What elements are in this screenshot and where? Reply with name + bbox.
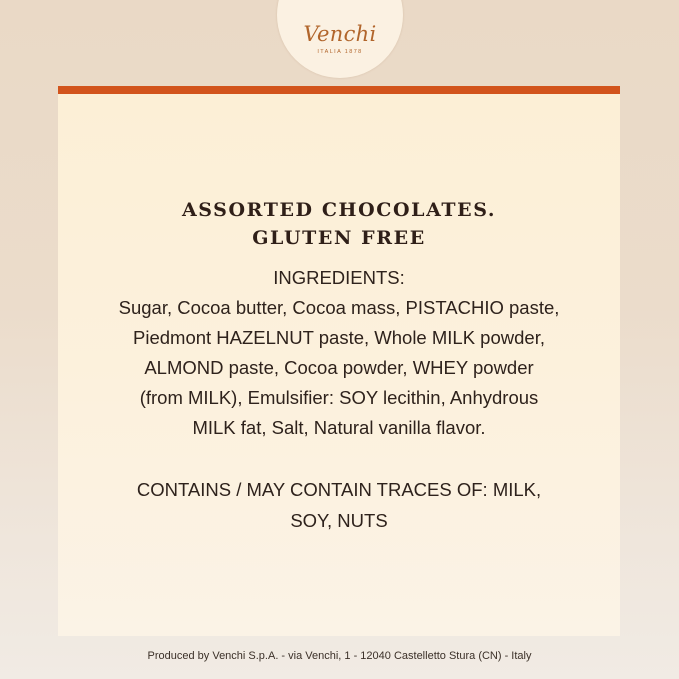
ingredients-line-2: Piedmont HAZELNUT paste, Whole MILK powder, bbox=[133, 327, 545, 348]
brand-logo-tagline: ITALIA 1878 bbox=[317, 49, 363, 55]
product-title-line-2: GLUTEN FREE bbox=[252, 227, 426, 249]
ingredients-line-5: MILK fat, Salt, Natural vanilla flavor. bbox=[192, 417, 486, 438]
product-title-line-1: ASSORTED CHOCOLATES. bbox=[181, 199, 497, 221]
ingredients-heading: INGREDIENTS: bbox=[273, 267, 405, 288]
producer-footer: Produced by Venchi S.p.A. - via Venchi, 1 - 12040 Castelletto Stura (CN) - Italy bbox=[147, 650, 532, 662]
ingredients-card bbox=[58, 86, 620, 636]
allergens-line-2: SOY, NUTS bbox=[290, 510, 388, 531]
ingredients-line-4: (from MILK), Emulsifier: SOY lecithin, Anhydrous bbox=[139, 387, 539, 408]
allergens-line-1: CONTAINS / MAY CONTAIN TRACES OF: MILK, bbox=[136, 479, 542, 500]
ingredients-line-3: ALMOND paste, Cocoa powder, WHEY powder bbox=[144, 357, 534, 378]
ingredients-line-1: Sugar, Cocoa butter, Cocoa mass, PISTACHIO paste, bbox=[118, 297, 560, 318]
brand-logo-wordmark: Venchi bbox=[303, 22, 377, 46]
brand-logo-badge bbox=[277, 0, 403, 78]
